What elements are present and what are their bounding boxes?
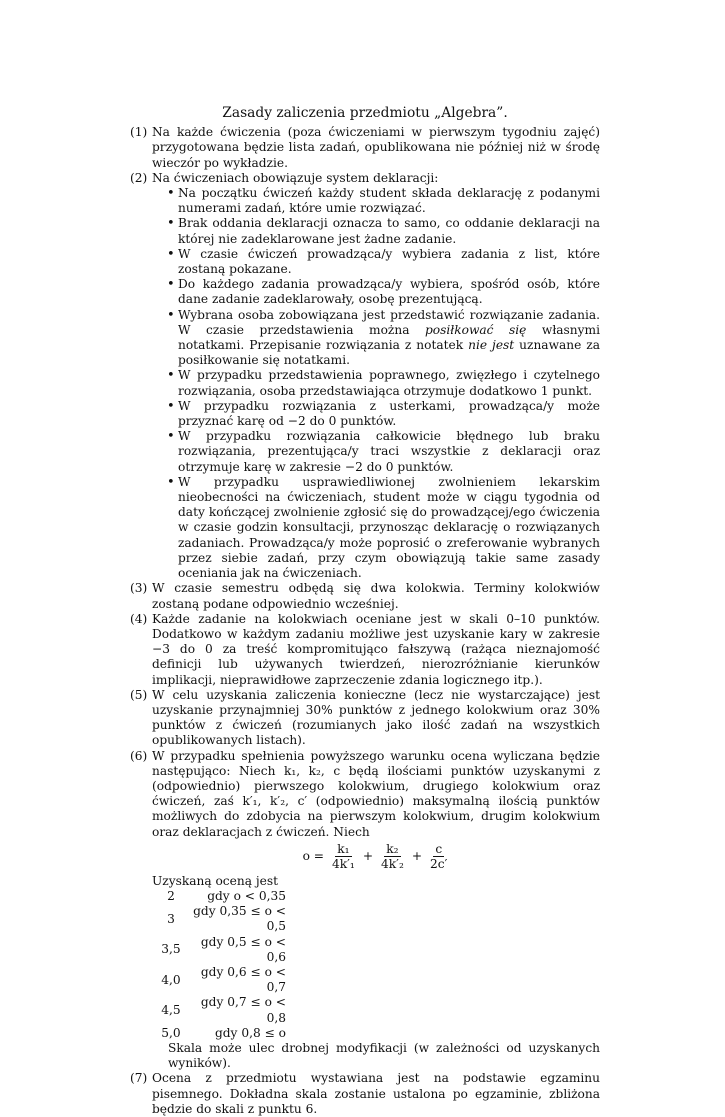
formula-plus: +	[362, 849, 374, 864]
grade-value: 4,5	[161, 1002, 181, 1017]
table-row	[156, 935, 286, 965]
rules-list	[130, 125, 600, 1117]
rule-text: W celu uzyskania zaliczenia konieczne (lecz nie wystarczające) jest uzyskanie przynajmniej 30% punktów z jednego kolokwium oraz 30% punktów z ćwiczeń (rozumianych jako ilość zadań na wszystkich opublikowanych listach).	[152, 687, 600, 748]
page-title: Zasady zaliczenia przedmiotu „Algebra”.	[222, 105, 508, 121]
bullet-text: własnymi notatkami. Przepisanie rozwiązania z notatek	[178, 322, 600, 353]
grade-value: 2	[167, 888, 175, 903]
formula-denominator: 4k′₂	[381, 856, 404, 871]
table-row	[156, 1026, 286, 1041]
rule-text: Na każde ćwiczenia (poza ćwiczeniami w pierwszym tygodniu zajęć) przygotowana będzie lista zadań, opublikowana nie później niż w środę wieczór po wykładzie.	[152, 125, 600, 170]
bullet-item: • W przypadku rozwiązania z usterkami, prowadząca/y może przyznać karę od −2 do 0 punktów.	[178, 399, 600, 429]
formula-numerator: k₁	[337, 841, 350, 856]
bullet-item: • Do każdego zadania prowadząca/y wybiera, spośród osób, które dane zadanie zadeklarowały, osobę prezentującą.	[178, 277, 600, 307]
grade-condition: gdy o < 0,35	[207, 888, 286, 903]
grade-formula	[152, 843, 600, 871]
rule-number: (7)	[130, 1071, 148, 1086]
formula-lhs: o =	[302, 849, 325, 864]
bullet-item: • W przypadku przedstawienia poprawnego, zwięzłego i czytelnego rozwiązania, osoba przedstawiająca otrzymuje dodatkowo 1 punkt.	[178, 368, 600, 398]
grade-condition: gdy 0,8 ≤ o	[214, 1025, 286, 1040]
rule-number: (6)	[130, 748, 148, 763]
declaration-rules-list	[152, 186, 600, 581]
rule-text: Ocena z przedmiotu wystawiana jest na podstawie egzaminu pisemnego. Dokładna skala zostanie ustalona po egzaminie, zbliżona będzie do skali z punktu 6.	[152, 1071, 600, 1116]
rule-item-5	[130, 688, 600, 749]
emphasis-text: posiłkować się	[424, 322, 527, 337]
grade-condition: gdy 0,5 ≤ o < 0,6	[200, 934, 286, 964]
bullet-item: • W przypadku rozwiązania całkowicie błędnego lub braku rozwiązania, prezentująca/y traci wszystkie z deklaracji oraz otrzymuje karę w zakresie −2 do 0 punktów.	[178, 429, 600, 475]
rule-number: (2)	[130, 170, 148, 185]
rule-number: (4)	[130, 611, 148, 626]
rule-text: Na ćwiczeniach obowiązuje system deklaracji:	[152, 170, 439, 185]
rule-number: (1)	[130, 125, 148, 140]
bullet-item: • Na początku ćwiczeń każdy student składa deklarację z podanymi numerami zadań, które umie rozwiązać.	[178, 186, 600, 216]
grade-condition: gdy 0,35 ≤ o < 0,5	[193, 904, 286, 934]
grade-value: 4,0	[161, 972, 181, 987]
bullet-item: • W przypadku usprawiedliwionej zwolnieniem lekarskim nieobecności na ćwiczeniach, student może w ciągu tygodnia od daty kończącej zwolnienie zgłosić się do prowadzącej/ego ćwiczenia w czasie godzin konsultacji, przynosząc deklarację o rozwiązanych zadaniach. Prowadząca/y może poprosić o zreferowanie wybranych przez siebie zadań, przy czym obowiązują takie same zasady oceniania jak na ćwiczeniach.	[178, 475, 600, 581]
grade-value: 3	[167, 911, 175, 926]
grade-table	[156, 889, 286, 1041]
formula-plus: +	[411, 849, 423, 864]
grade-value: 3,5	[161, 942, 181, 957]
rule-item-6	[130, 749, 600, 1072]
formula-numerator: k₂	[386, 841, 399, 856]
grade-condition: gdy 0,7 ≤ o < 0,8	[200, 995, 286, 1025]
rule-text: Każde zadanie na kolokwiach oceniane jest w skali 0–10 punktów. Dodatkowo w każdym zadaniu możliwe jest uzyskanie kary w zakresie −3 do 0 za treść kompromitująco fałszywą (rażąca nieznajomość definicji lub używanych twierdzeń, nierozróżnianie kierunków implikacji, nieprawidłowe zaprzeczenie zdania logicznego itp.).	[152, 611, 600, 687]
rule-number: (5)	[130, 687, 148, 702]
table-row	[156, 889, 286, 904]
emphasis-text: nie jest	[468, 338, 515, 353]
rule-item-2	[130, 171, 600, 581]
formula-denominator: 2c′	[430, 856, 448, 871]
rule-item-3	[130, 581, 600, 611]
bullet-item	[178, 308, 600, 369]
rule-item-1	[130, 125, 600, 171]
formula-numerator: c	[435, 841, 443, 856]
bullet-item: • Brak oddania deklaracji oznacza to samo, co oddanie deklaracji na której nie zadeklarowane jest żadne zadanie.	[178, 216, 600, 246]
rule-item-7	[130, 1071, 600, 1117]
formula-term-1	[330, 843, 357, 871]
rule-text: W czasie semestru odbędą się dwa kolokwia. Terminy kolokwiów zostaną podane odpowiednio wcześniej.	[152, 581, 600, 611]
rule-item-4	[130, 612, 600, 688]
table-row	[156, 965, 286, 995]
formula-denominator: 4k′₁	[332, 856, 355, 871]
bullet-text: uznawane za posiłkowanie się notatkami.	[178, 338, 600, 368]
table-row	[156, 995, 286, 1025]
formula-term-2	[379, 843, 406, 871]
rule-number: (3)	[130, 581, 148, 596]
grade-condition: gdy 0,6 ≤ o < 0,7	[200, 964, 286, 995]
scale-note: Skala może ulec drobnej modyfikacji (w zależności od uzyskanych wyników).	[168, 1040, 600, 1071]
document-page	[130, 106, 600, 1117]
table-row	[156, 904, 286, 934]
grade-intro: Uzyskaną oceną jest	[152, 873, 278, 888]
grade-value: 5,0	[161, 1025, 181, 1040]
formula-term-3	[428, 843, 449, 871]
bullet-item: • W czasie ćwiczeń prowadząca/y wybiera zadania z list, które zostaną pokazane.	[178, 247, 600, 277]
rule-text: W przypadku spełnienia powyższego warunku ocena wyliczana będzie następująco: Niech k₁, k₂, c będą ilościami punktów uzyskanymi z (odpowiednio) pierwszego kolokwium, drugiego kolokwium oraz ćwiczeń, zaś k′₁, k′₂, c′ (odpowiednio) maksymalną ilością punktów możliwych do zdobycia na pierwszym kolokwium, drugim kolokwium oraz deklaracjach z ćwiczeń. Niech	[152, 748, 600, 839]
bullet-text: Wybrana osoba zobowiązana jest przedstawić rozwiązanie zadania. W czasie przedstawienia można	[178, 307, 600, 337]
